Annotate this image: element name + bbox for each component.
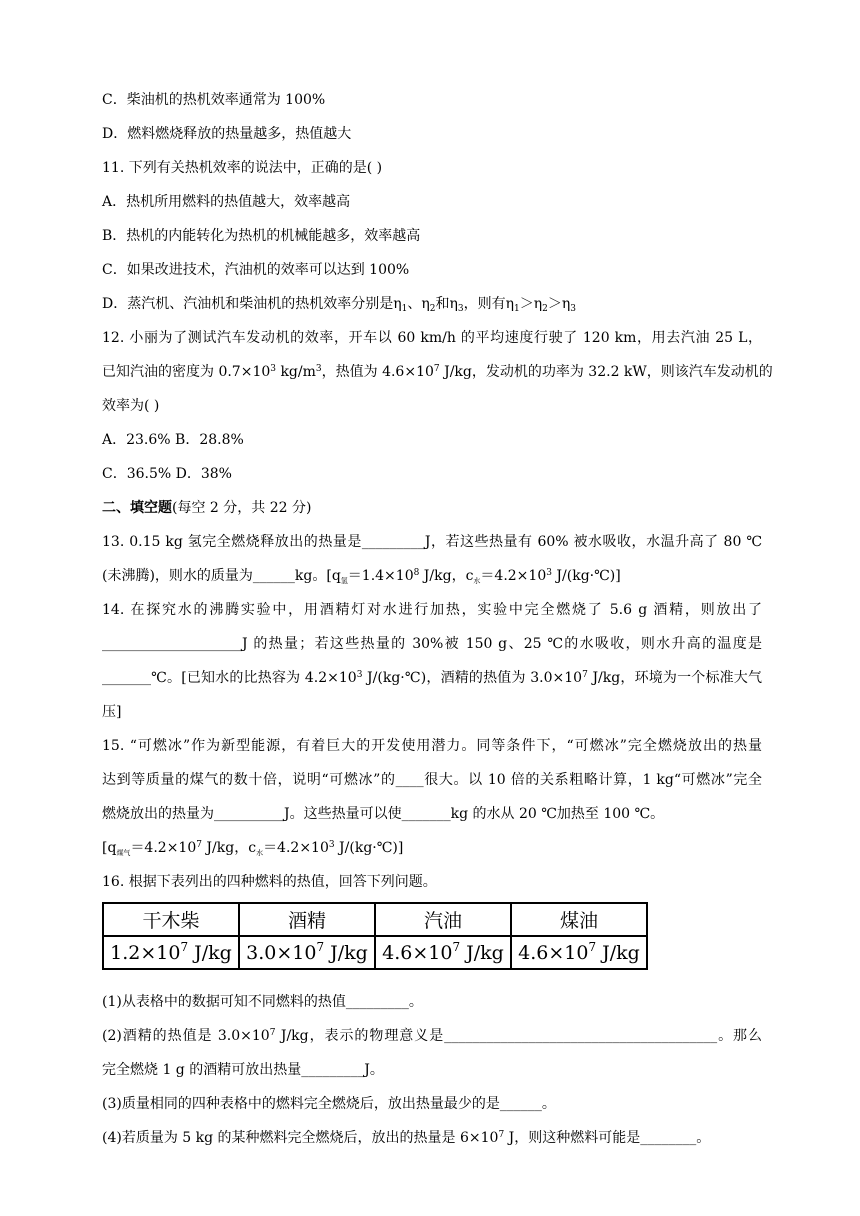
question-16-intro: 16. 根据下表列出的四种燃料的热值，回答下列问题。 (102, 874, 437, 890)
table-cell: $4.6\times 10^7$ J/kg (511, 936, 647, 969)
option-10d: D．燃料燃烧释放的热量越多，热值越大 (102, 126, 352, 142)
option-11b: B．热机的内能转化为热机的机械能越多，效率越高 (102, 228, 421, 244)
table-header-cell: 煤油 (511, 903, 647, 936)
options-12-cd: C．36.5% D．38% (102, 466, 232, 482)
question-12-line-1: 12. 小丽为了测试汽车发动机的效率，开车以 60 km/h 的平均速度行驶了 120 km，用去汽油 25 L， (102, 330, 762, 346)
question-13-line-2: (未沸腾)，则水的质量为______kg。[$q_氢=1.4\times 10^8$ J/kg，$c_水=4.2\times 10^3$ J/(kg·℃)] (102, 568, 621, 585)
question-14-line-1: 14. 在探究水的沸腾实验中，用酒精灯对水进行加热，实验中完全燃烧了 5.6 g 酒精，则放出了 (102, 602, 762, 618)
table-header-row (103, 903, 647, 936)
question-16-part-1: (1)从表格中的数据可知不同燃料的热值_________。 (102, 994, 423, 1010)
question-12-line-2: 已知汽油的密度为 $0.7\times 10^3$ $kg/m^3$，热值为 $4.6\times 10^7$ J/kg，发动机的功率为 32.2 kW，则该汽车发动机的 (102, 364, 773, 380)
question-16-part-3: (3)质量相同的四种表格中的燃料完全燃烧后，放出热量最少的是______。 (102, 1096, 556, 1112)
option-11a: A．热机所用燃料的热值越大，效率越高 (102, 194, 351, 210)
question-14-line-2: ____________________J 的热量；若这些热量的 30%被 150 g、25 ℃的水吸收，则水升高的温度是 (102, 636, 762, 652)
question-12-line-3: 效率为( ) (102, 398, 160, 414)
table-cell: $3.0\times 10^7$ J/kg (239, 936, 375, 969)
question-15-line-1: 15. “可燃冰”作为新型能源，有着巨大的开发使用潜力。同等条件下，“可燃冰”完全燃烧放出的热量 (102, 738, 762, 754)
table-row (103, 936, 647, 969)
fuel-heat-value-table (102, 902, 648, 970)
option-11d: D．蒸汽机、汽油机和柴油机的热机效率分别是$\eta_1$、$\eta_2$和$\eta_3$，则有$\eta_1>\eta_2>\eta_3$ (102, 296, 576, 314)
question-16-part-2-line-1: (2)酒精的热值是 $3.0\times 10^7$ J/kg，表示的物理意义是_______________________________________。那么 (102, 1028, 763, 1044)
question-11: 11. 下列有关热机效率的说法中，正确的是( ) (102, 160, 383, 176)
question-13-line-1: 13. 0.15 kg 氢完全燃烧释放出的热量是_________J，若这些热量有 60% 被水吸收，水温升高了 80 ℃ (102, 534, 762, 550)
question-16-part-4: (4)若质量为 5 kg 的某种燃料完全燃烧后，放出的热量是 $6\times 10^7$ J，则这种燃料可能是________。 (102, 1130, 711, 1146)
section-heading: 二、填空题(每空 2 分，共 22 分) (102, 500, 312, 516)
table-cell: $4.6\times 10^7$ J/kg (375, 936, 511, 969)
question-14-line-4: 压] (102, 704, 122, 720)
option-10c: C．柴油机的热机效率通常为 100% (102, 92, 326, 108)
question-14-line-3: _______℃。[已知水的比热容为 $4.2\times 10^3$ J/(kg·℃)，酒精的热值为 $3.0\times 10^7$ J/kg，环境为一个标准大气 (102, 670, 762, 686)
table-header-cell: 干木柴 (103, 903, 239, 936)
options-12-ab: A．23.6% B．28.8% (102, 432, 244, 448)
table-header-cell: 酒精 (239, 903, 375, 936)
question-15-line-2: 达到等质量的煤气的数十倍，说明“可燃冰”的____很大。以 10 倍的关系粗略计算，1 kg“可燃冰”完全 (102, 772, 762, 788)
question-16-part-2-line-2: 完全燃烧 1 g 的酒精可放出热量_________J。 (102, 1062, 384, 1078)
table-cell: $1.2\times 10^7$ J/kg (103, 936, 239, 969)
option-11c: C．如果改进技术，汽油机的效率可以达到 100% (102, 262, 410, 278)
question-15-line-3: 燃烧放出的热量为__________J。这些热量可以使_______kg 的水从 20 ℃加热至 100 ℃。 (102, 806, 665, 822)
question-15-line-4: [$q_{煤气}=4.2\times 10^7$ J/kg，$c_水=4.2\times 10^3$ J/(kg·℃)] (102, 840, 404, 857)
table-header-cell: 汽油 (375, 903, 511, 936)
